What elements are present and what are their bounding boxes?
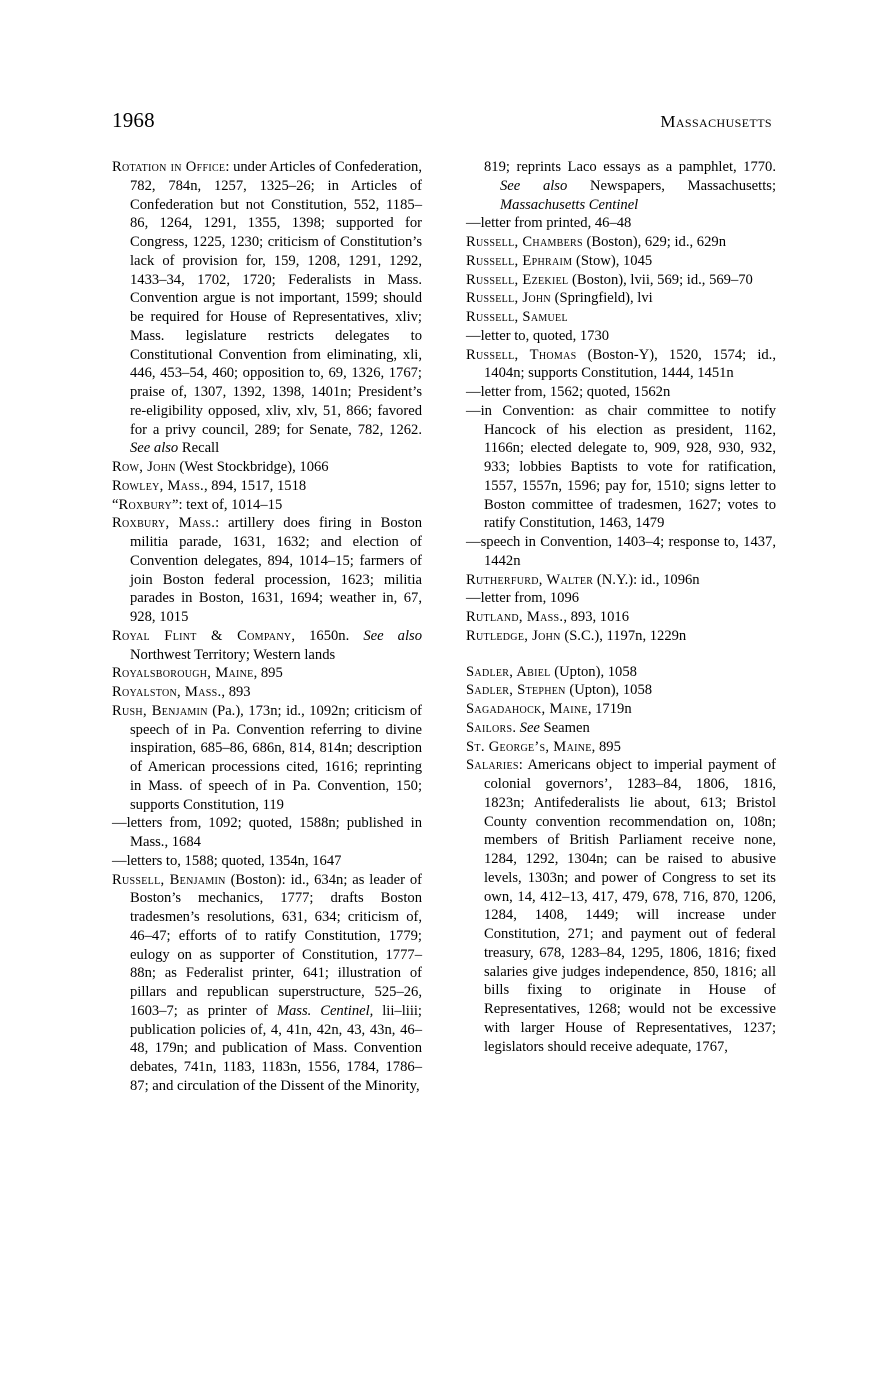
index-entry: Rotation in Office: under Articles of Confederation, 782, 784n, 1257, 1325–26; in Articles of Confederation but not Constitution, 552, 1185–86, 1264, 1291, 1355, 1398; supported for Congress, 1225, 1230; criticism of Constitution’s lack of provision for, 159, 1208, 1291, 1292, 1433–34, 1702, 1720; Federalists in Mass. Convention argue is not important, 1599; should be required for House of Representatives, xliv; Mass. legislature restricts delegates to Constitutional Convention from eliminating, xli, 446, 453–54, 460; opposition to, 69, 1326, 1767; praise of, 1307, 1392, 1398, 1401n; President’s re-eligibility opposed, xliv, xlv, 51, 866; favored for a privy council, 289; for Senate, 782, 1262. See also Recall [112, 159, 423, 457]
index-entry: Russell, Thomas (Boston-Y), 1520, 1574; id., 1404n; supports Constitution, 1444, 1451n [466, 346, 776, 382]
index-entry: “Roxbury”: text of, 1014–15 [112, 496, 283, 513]
index-entry: Roxbury, Mass.: artillery does firing in Boston militia parade, 1631, 1632; and election of Convention delegates, 894, 1014–15; farmers of join Boston federal procession, 1623; militia parades in Boston, 1631, 1694; weather in, 67, 928, 1015 [112, 515, 422, 625]
index-entry: Royalsborough, Maine, 895 [112, 665, 283, 682]
index-entry: Sailors. See Seamen [466, 719, 590, 736]
index-entry: Russell, Ephraim (Stow), 1045 [466, 252, 653, 269]
index-entry: Russell, John (Springfield), lvi [466, 290, 653, 307]
index-entry: Row, John (West Stockbridge), 1066 [112, 459, 329, 475]
index-columns [112, 158, 776, 1096]
index-entry: Royal Flint & Company, 1650n. See also Northwest Territory; Western lands [112, 627, 422, 663]
running-head: Massachusetts [660, 112, 772, 131]
index-entry: Russell, Benjamin (Boston): id., 634n; as leader of Boston’s mechanics, 1777; drafts Boston tradesmen’s resolutions, 631, 634; criticism of, 46–47; efforts of to ratify Constitution, 1779; eulogy on as supporter of Constitution, 1777–88n; as Federalist printer, 641; illustration of pillars and republican superstructure, 525–26, 1603–7; as printer of Mass. Centinel, lii–liii; publication policies of, 4, 41n, 42n, 43, 43n, 46–48, 179n; and publication of Mass. Convention debates, 741n, 1183, 1183n, 1556, 1784, 1786–87; and circulation of the Dissent of the Minority, [112, 871, 423, 1094]
index-entry: Salaries: Americans object to imperial payment of colonial governors’, 1283–84, 1806, 1816, 1823n; Antifederalists lie about, 613; Bristol County convention recommendation on, 108n; members of British Parliament receive none, 1284, 1292, 1304n; can be raised to abusive levels, 1303n; and power of Congress to set its own, 14, 412–13, 417, 479, 678, 716, 870, 1206, 1284, 1408, 1449; will increase under Constitution, 271; and payment out of federal treasury, 678, 1283–84, 1295, 1806, 1816; fixed salaries give judges independence, 850, 1816; all bills fixing to originate in House of Representatives, 1268; would not be excessive with larger House of Representatives, 1237; legislators should receive adequate, 1767, [466, 757, 776, 1055]
index-entry: Rowley, Mass., 894, 1517, 1518 [112, 477, 307, 494]
index-entry: 819; reprints Laco essays as a pamphlet, 1770. See also Newspapers, Massachusetts; Massachusetts Centinel [484, 159, 776, 213]
section-gap [466, 646, 776, 663]
page-header [112, 108, 772, 133]
index-entry: —letter to, quoted, 1730 [466, 327, 610, 344]
index-entry: Russell, Ezekiel (Boston), lvii, 569; id., 569–70 [466, 271, 753, 288]
index-entry: Russell, Chambers (Boston), 629; id., 629n [466, 234, 726, 250]
right-column [466, 158, 776, 1096]
index-entry: Rutland, Mass., 893, 1016 [466, 609, 629, 625]
index-entry: Russell, Samuel [466, 309, 568, 325]
index-entry: Royalston, Mass., 893 [112, 684, 251, 700]
index-entry: —in Convention: as chair committee to notify Hancock of his election as president, 1162, 1166n; elected delegate to, 909, 928, 930, 932, 933; lobbies Baptists to vote for ratification, 1557, 1557n, 1596; pay for, 1510; signs letter to Boston committee of tradesmen, 1627; votes to ratify Constitution, 1463, 1479 [466, 402, 776, 532]
index-entry: —letters from, 1092; quoted, 1588n; published in Mass., 1684 [112, 815, 422, 850]
index-entry: —letters to, 1588; quoted, 1354n, 1647 [112, 852, 342, 869]
index-entry: Rush, Benjamin (Pa.), 173n; id., 1092n; criticism of speech of in Pa. Convention referring to divine inspiration, 685–86, 686n, 814, 814n; description of American processions cited, 1616; reprinting in Mass. of speech of in Pa. Convention, 150; supports Constitution, 119 [112, 702, 422, 813]
index-entry: —letter from, 1096 [466, 590, 580, 607]
left-column [112, 158, 422, 1096]
index-entry: Sagadahock, Maine, 1719n [466, 701, 632, 717]
index-entry: —letter from printed, 46–48 [466, 215, 632, 232]
page-number: 1968 [112, 108, 155, 132]
index-entry: Rutledge, John (S.C.), 1197n, 1229n [466, 627, 687, 644]
index-entry: Rutherfurd, Walter (N.Y.): id., 1096n [466, 571, 700, 588]
index-entry: St. George’s, Maine, 895 [466, 738, 621, 755]
index-entry: —letter from, 1562; quoted, 1562n [466, 384, 671, 400]
index-entry: —speech in Convention, 1403–4; response to, 1437, 1442n [466, 534, 776, 569]
index-entry: Sadler, Stephen (Upton), 1058 [466, 682, 653, 699]
index-entry: Sadler, Abiel (Upton), 1058 [466, 663, 637, 680]
